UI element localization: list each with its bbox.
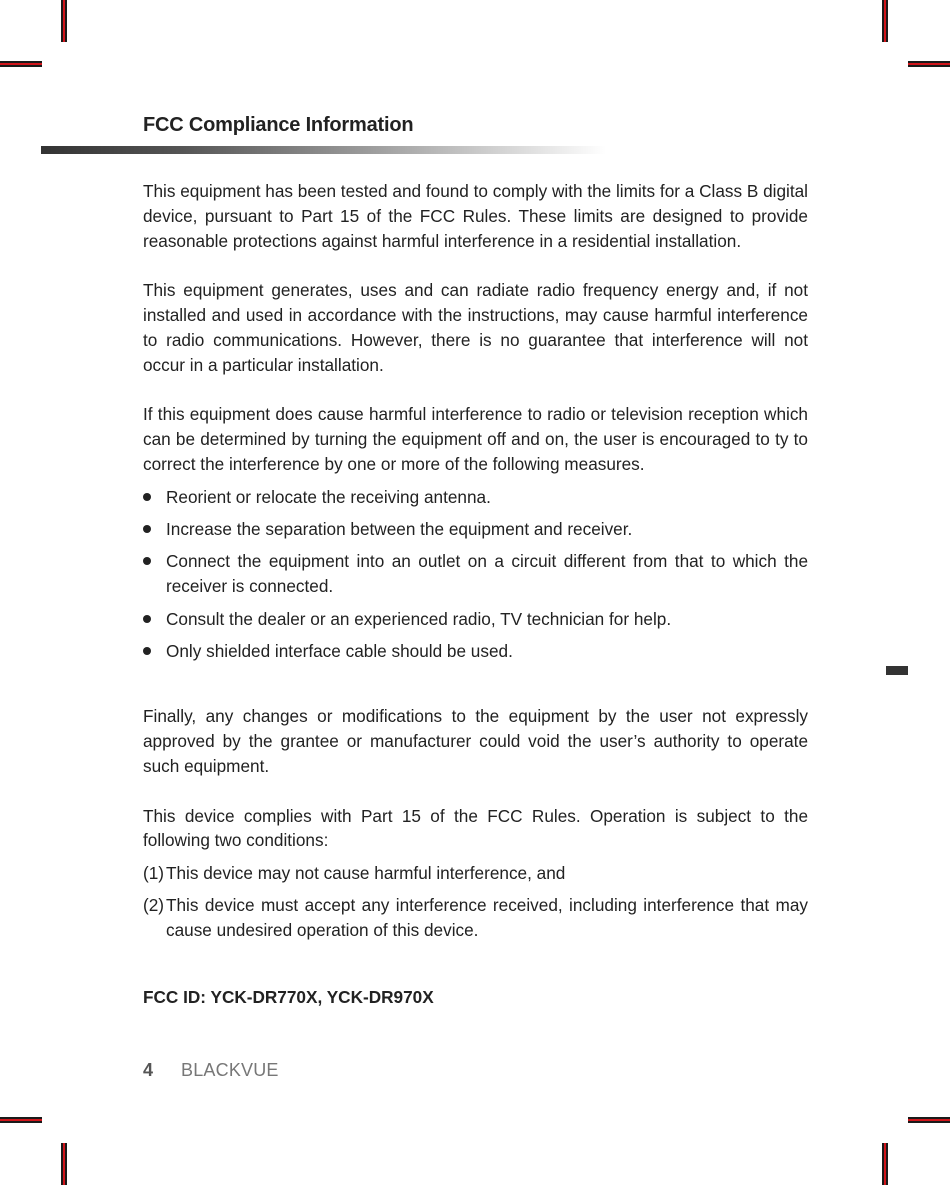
bullet-icon — [143, 557, 151, 565]
crop-mark-bottom-right-horizontal — [908, 1117, 950, 1123]
crop-mark-top-left-vertical — [61, 0, 67, 42]
crop-mark-top-right-horizontal — [908, 61, 950, 67]
conditions-list — [143, 861, 808, 943]
paragraph-modifications: Finally, any changes or modifications to the equipment by the user not expressly approved by the grantee or manufacturer could void the user’s authority to operate such equipment. — [143, 706, 808, 776]
bullet-icon — [143, 525, 151, 533]
list-item: Consult the dealer or an experienced radio, TV technician for help. — [143, 607, 808, 632]
bullet-icon — [143, 615, 151, 623]
list-item: Connect the equipment into an outlet on a circuit different from that to which the receiver is connected. — [143, 549, 808, 599]
page-title: FCC Compliance Information — [143, 114, 414, 136]
bullet-icon — [143, 493, 151, 501]
footer-brand: BLACKVUE — [181, 1060, 279, 1080]
bullet-icon — [143, 647, 151, 655]
crop-mark-bottom-right-vertical — [882, 1143, 888, 1185]
section-tab-marker — [886, 666, 908, 675]
list-item: Only shielded interface cable should be used. — [143, 639, 808, 664]
paragraph-class-b: This equipment has been tested and found to comply with the limits for a Class B digital device, pursuant to Part 15 of the FCC Rules. These limits are designed to provide reasonable protections against harmful interference in a residential installation. — [143, 181, 808, 251]
crop-mark-bottom-left-horizontal — [0, 1117, 42, 1123]
fcc-id: FCC ID: YCK-DR770X, YCK-DR970X — [143, 986, 434, 1007]
measures-list — [143, 485, 808, 664]
document-body — [143, 179, 808, 1009]
paragraph-rf-energy: This equipment generates, uses and can radiate radio frequency energy and, if not installed and used in accordance with the instructions, may cause harmful interference to radio communications. However, there is no guarantee that interference will not occur in a particular installation. — [143, 280, 808, 375]
list-item: (2) This device must accept any interference received, including interference that may cause undesired operation of this device. — [143, 895, 808, 941]
paragraph-part-15: This device complies with Part 15 of the FCC Rules. Operation is subject to the following two conditions: — [143, 805, 808, 851]
paragraph-interference: If this equipment does cause harmful interference to radio or television reception which can be determined by turning the equipment off and on, the user is encouraged to ty to correct the interference by one or more of the following measures. — [143, 404, 808, 474]
crop-mark-bottom-left-vertical — [61, 1143, 67, 1185]
title-gradient-rule — [41, 146, 606, 154]
crop-mark-top-right-vertical — [882, 0, 888, 42]
page-number: 4 — [143, 1060, 154, 1080]
list-item: (1) This device may not cause harmful interference, and — [143, 863, 566, 884]
list-item: Reorient or relocate the receiving antenna. — [143, 485, 808, 510]
crop-mark-top-left-horizontal — [0, 61, 42, 67]
list-item: Increase the separation between the equipment and receiver. — [143, 517, 808, 542]
